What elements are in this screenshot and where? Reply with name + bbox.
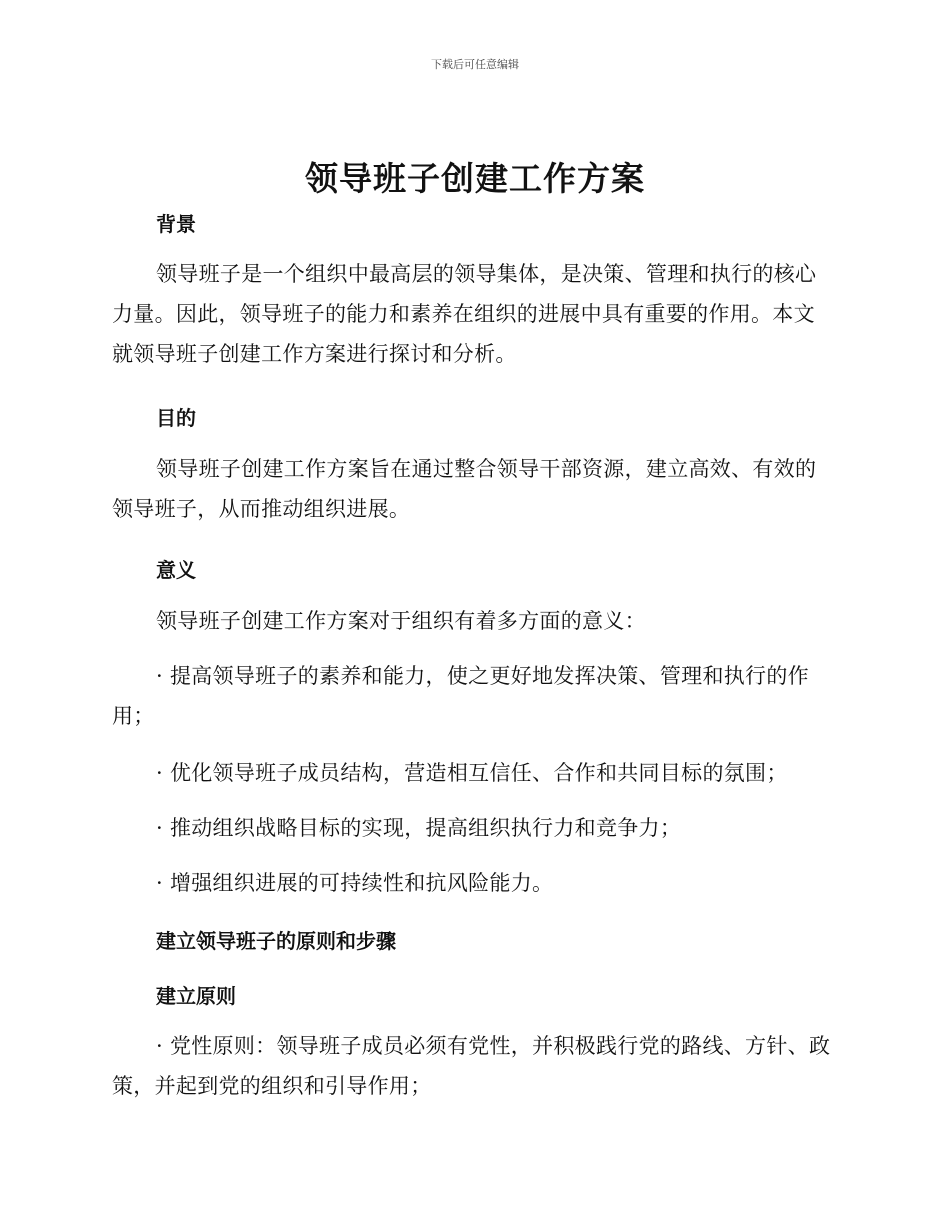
document-title: 领导班子创建工作方案 (305, 159, 645, 198)
heading-principles-steps: 建立领导班子的原则和步骤 (156, 929, 396, 953)
list-item: · 推动组织战略目标的实现，提高组织执行力和竞争力； (156, 816, 682, 840)
header-note: 下载后可任意编辑 (431, 58, 519, 71)
list-item: · 党性原则：领导班子成员必须有党性，并积极践行党的路线、方针、政策，并起到党的组织和引导作用； (112, 1034, 831, 1098)
heading-significance: 意义 (156, 558, 196, 582)
list-item: · 增强组织进展的可持续性和抗风险能力。 (156, 871, 554, 895)
heading-background: 背景 (156, 212, 196, 236)
list-item: · 优化领导班子成员结构，营造相互信任、合作和共同目标的氛围； (156, 761, 788, 785)
paragraph-purpose: 领导班子创建工作方案旨在通过整合领导干部资源，建立高效、有效的领导班子，从而推动组织进展。 (112, 457, 817, 521)
heading-principles: 建立原则 (156, 984, 236, 1008)
paragraph-significance-intro: 领导班子创建工作方案对于组织有着多方面的意义： (156, 609, 646, 633)
paragraph-background: 领导班子是一个组织中最高层的领导集体，是决策、管理和执行的核心力量。因此，领导班子的能力和素养在组织的进展中具有重要的作用。本文就领导班子创建工作方案进行探讨和分析。 (112, 262, 817, 366)
heading-purpose: 目的 (156, 406, 196, 430)
list-item: · 提高领导班子的素养和能力，使之更好地发挥决策、管理和执行的作用； (112, 664, 809, 728)
